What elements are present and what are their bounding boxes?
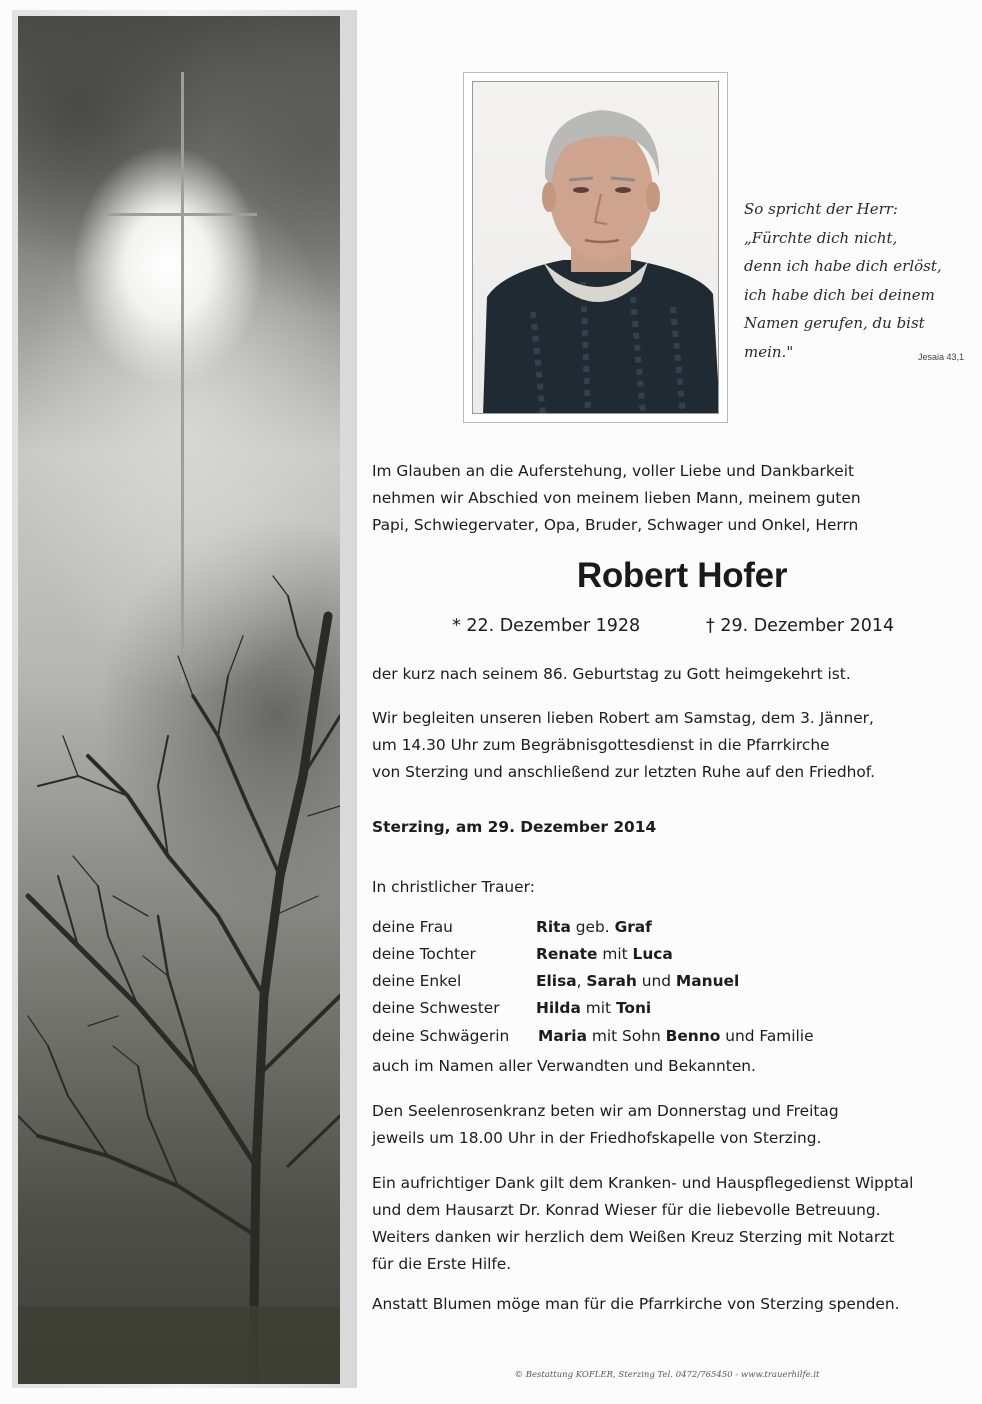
rosary-line: Den Seelenrosenkranz beten wir am Donnerstag und Freitag (372, 1102, 839, 1120)
family-names-enkel: Elisa, Sarah und Manuel (536, 972, 740, 990)
funeral-text (372, 705, 875, 786)
quote-line: ich habe dich bei deinem (744, 285, 935, 304)
intro-text (372, 458, 861, 539)
bible-quote (744, 195, 974, 366)
family-label-tochter: deine Tochter (372, 945, 476, 963)
after-name-text: der kurz nach seinem 86. Geburtstag zu Gott heimgekehrt ist. (372, 665, 851, 683)
quote-line: „Fürchte dich nicht, (744, 228, 898, 247)
footer-imprint: © Bestattung KOFLER, Sterzing Tel. 0472/765450 - www.trauerhilfe.it (514, 1370, 820, 1380)
quote-line: Namen gerufen, du bist mein." (744, 314, 925, 361)
funeral-line: um 14.30 Uhr zum Begräbnisgottesdienst in die Pfarrkirche (372, 736, 830, 754)
mourning-intro: In christlicher Trauer: (372, 878, 535, 896)
flowers-text: Anstatt Blumen möge man für die Pfarrkirche von Sterzing spenden. (372, 1295, 900, 1313)
funeral-line: Wir begleiten unseren lieben Robert am Samstag, dem 3. Jänner, (372, 709, 874, 727)
family-names-frau: Rita geb. Graf (536, 918, 652, 936)
family-names-tochter: Renate mit Luca (536, 945, 673, 963)
sky-tree-image (18, 16, 340, 1384)
family-label-enkel: deine Enkel (372, 972, 462, 990)
tree-silhouette (18, 576, 340, 1384)
family-all: auch im Namen aller Verwandten und Bekannten. (372, 1057, 756, 1075)
rosary-line: jeweils um 18.00 Uhr in der Friedhofskapelle von Sterzing. (372, 1129, 822, 1147)
family-names-schwaegerin: Maria mit Sohn Benno und Familie (538, 1027, 814, 1045)
family-label-schwaegerin: deine Schwägerin (372, 1027, 510, 1045)
family-label-schwester: deine Schwester (372, 999, 500, 1017)
place-date: Sterzing, am 29. Dezember 2014 (372, 818, 657, 836)
thanks-line: für die Erste Hilfe. (372, 1255, 512, 1273)
portrait-frame (463, 72, 728, 423)
quote-reference: Jesaia 43,1 (917, 352, 964, 362)
thanks-line: und dem Hausarzt Dr. Konrad Wieser für die liebevolle Betreuung. (372, 1201, 881, 1219)
portrait-photo (472, 81, 719, 414)
death-date: † 29. Dezember 2014 (706, 616, 895, 636)
deceased-name: Robert Hofer (576, 556, 788, 595)
thanks-line: Weiters danken wir herzlich dem Weißen Kreuz Sterzing mit Notarzt (372, 1228, 895, 1246)
family-label-frau: deine Frau (372, 918, 453, 936)
intro-line: Im Glauben an die Auferstehung, voller Liebe und Dankbarkeit (372, 462, 855, 480)
quote-line: denn ich habe dich erlöst, (744, 257, 942, 275)
birth-date: * 22. Dezember 1928 (452, 616, 641, 636)
funeral-line: von Sterzing und anschließend zur letzten Ruhe auf den Friedhof. (372, 763, 875, 781)
thanks-line: Ein aufrichtiger Dank gilt dem Kranken- und Hauspflegedienst Wipptal (372, 1174, 914, 1192)
rosary-text (372, 1098, 839, 1152)
quote-line: So spricht der Herr: (744, 200, 898, 218)
thanks-text (372, 1170, 913, 1278)
intro-line: Papi, Schwiegervater, Opa, Bruder, Schwager und Onkel, Herrn (372, 516, 859, 534)
cross-icon (181, 72, 184, 684)
intro-line: nehmen wir Abschied von meinem lieben Mann, meinem guten (372, 489, 861, 507)
family-names-schwester: Hilda mit Toni (536, 999, 652, 1017)
